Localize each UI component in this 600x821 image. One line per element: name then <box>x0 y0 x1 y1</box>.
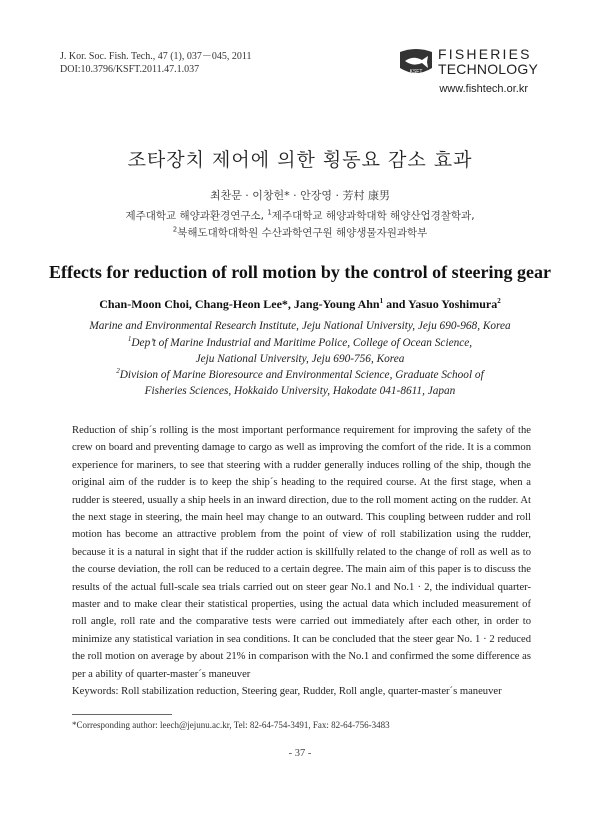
korean-affiliation-1: 제주대학교 해양과환경연구소, $^1$제주대학교 해양과학대학 해양산업경찰학과, <box>125 208 475 222</box>
english-affiliation-main: Marine and Environmental Research Institute, Jeju National University, Jeju 690-968, Korea <box>89 320 511 332</box>
english-title: Effects for reduction of roll motion by the control of steering gear <box>48 262 552 282</box>
logo-badge-text: KSFT <box>409 69 423 75</box>
journal-doi: DOI:10.3796/KSFT.2011.47.1.037 <box>60 64 200 75</box>
korean-affiliation-2: $^2$북해도대학대학원 수산과학연구원 해양생물자원과학부 <box>172 225 428 239</box>
logo-line2: TECHNOLOGY <box>438 61 539 77</box>
journal-info <box>60 50 252 76</box>
keywords: Keywords: Roll stabilization reduction, Steering gear, Rudder, Roll angle, quarter-master´s maneuver <box>72 686 502 697</box>
english-affiliation-1-line2: Jeju National University, Jeju 690-756, Korea <box>195 353 405 365</box>
fish-logo-icon <box>398 48 434 76</box>
logo-url: www.fishtech.or.kr <box>439 83 528 95</box>
footnote-divider <box>72 714 172 715</box>
journal-citation: J. Kor. Soc. Fish. Tech., 47 (1), 037－045, 2011 <box>60 51 252 62</box>
page-number: - 37 - <box>288 748 312 759</box>
english-authors: Chan-Moon Choi, Chang-Heon Lee*, Jang-Young Ahn$^1$ and Yasuo Yoshimura$^2$ <box>99 297 501 311</box>
korean-authors-text: 최찬문 · 이창헌* · 안장영 · 芳村 康男 <box>209 189 391 202</box>
korean-authors <box>0 187 600 203</box>
english-affiliation-2-line2: Fisheries Sciences, Hokkaido University, Hakodate 041-8611, Japan <box>144 385 456 397</box>
logo-line1: FISHERIES <box>438 46 532 62</box>
english-affiliation-1: $^1$Dep’t of Marine Industrial and Maritime Police, College of Ocean Science, <box>127 335 473 349</box>
corresponding-author-footnote: *Corresponding author: leech@jejunu.ac.kr, Tel: 82-64-754-3491, Fax: 82-64-756-3483 <box>72 720 390 730</box>
journal-logo <box>398 46 539 95</box>
korean-title: 조타장치 제어에 의한 횡동요 감소 효과 <box>127 149 473 171</box>
abstract-text: Reduction of ship´s rolling is the most important performance requirement for improving the safety of the crew on board and preventing damage to cargo as well as improving the comfort of the ride. It is a common experience for mariners, to see that steering with a rudder generally induces rolling of the ship, though the original aim of the rudder is to keep the ship´s heading to the required course. At the first stage, when a rudder is steered, usually a ship heels in an inward direction, due to the roll moment acting on the rudder. At the next stage in steering, the main heel may change to an outward. This coupling between rudder and roll motion has become an attractive problem from the point of view of roll stabilization using the rudder, because it is a natural in sight that if the rudder action is skillfully related to the change of roll as well as to the course deviation, the roll can be reduced to a certain degree. The main aim of this paper is to discuss the results of the actual full-scale sea trials carried out on steer gear No.1 and No.1 · 2, the individual quarter-master and to make clear their statistical properties, using the actual data which included measurement of roll angle, roll rate and the comparative tests were carried out immediately after each other, in order to minimize any statistical variation in sea conditions. It can be concluded that the steer gear No. 1 · 2 reduced the roll motion on average by about 21% in comparison with the No.1 and confirmed the some difference as per a ability of quarter-master´s maneuver <box>72 425 531 680</box>
english-affiliation-2: $^2$Division of Marine Bioresource and Environmental Science, Graduate School of <box>116 367 484 381</box>
